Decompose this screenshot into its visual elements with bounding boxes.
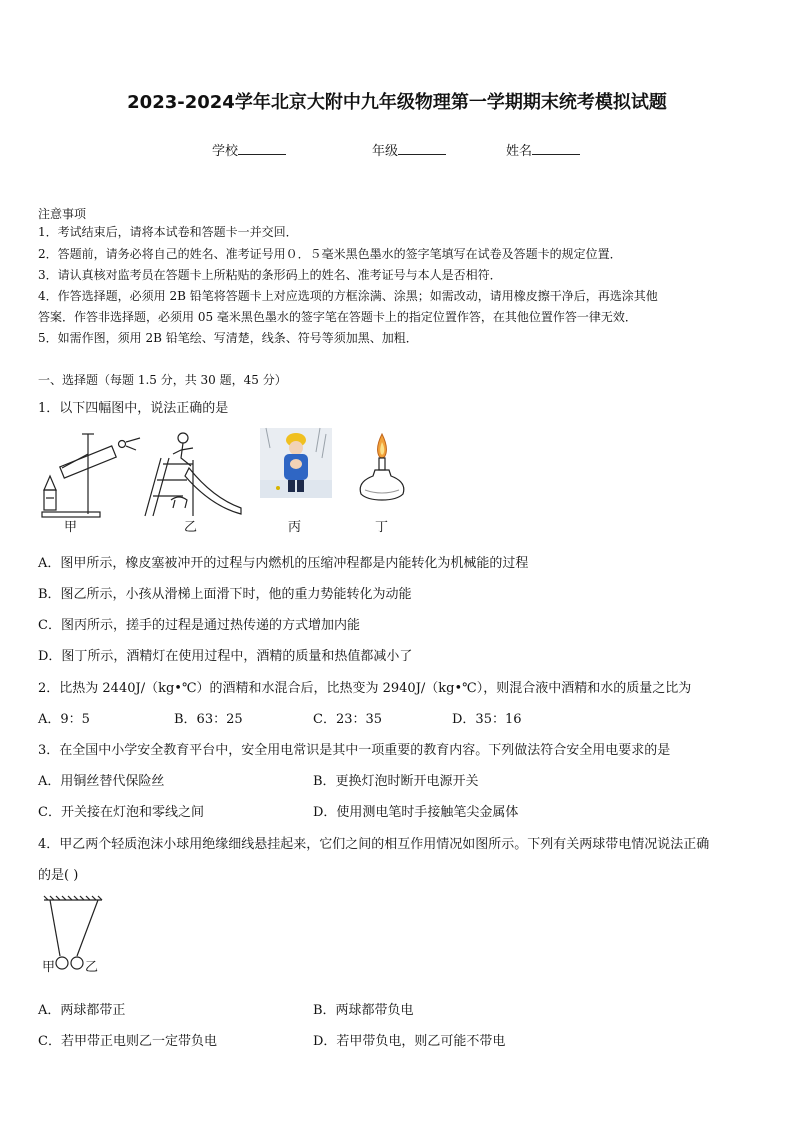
name-field (506, 140, 580, 159)
name-blank (532, 142, 580, 155)
figure-yi-slide-icon (143, 428, 245, 520)
notice-item: 4．作答选择题，必须用 2B 铅笔将答题卡上对应选项的方框涂满、涂黑；如需改动，请用橡皮擦干净后，再选涂其他 (38, 289, 658, 303)
q4-option-a: A．两球都带正 (38, 1003, 126, 1018)
q2-option-d: D．35：16 (452, 712, 522, 727)
q4-stem: 4．甲乙两个轻质泡沫小球用绝缘细线悬挂起来，它们之间的相互作用情况如图所示。下列有关两球带电情况说法正确 (38, 837, 710, 852)
q2-stem: 2．比热为 2440J/（kg•℃）的酒精和水混合后，比热变为 2940J/（kg•℃），则混合液中酒精和水的质量之比为 (38, 681, 692, 696)
school-field (212, 140, 286, 159)
fig-label: 丁 (375, 520, 389, 535)
grade-field (372, 140, 446, 159)
q3-stem: 3．在全国中小学安全教育平台中，安全用电常识是其中一项重要的教育内容。下列做法符合安全用电要求的是 (38, 743, 671, 758)
fig-label: 甲 (42, 960, 56, 975)
school-label: 学校 (212, 144, 239, 159)
grade-blank (398, 142, 446, 155)
q3-option-d: D．使用测电笔时手接触笔尖金属体 (313, 805, 519, 820)
q2-option-b: B．63：25 (174, 712, 243, 727)
fig-label: 乙 (184, 520, 198, 535)
section-heading: 一、选择题（每题 1.5 分，共 30 题，45 分） (38, 373, 287, 387)
q3-option-b: B．更换灯泡时断开电源开关 (313, 774, 479, 789)
q4-option-c: C．若甲带正电则乙一定带负电 (38, 1034, 217, 1049)
notice-item: 1．考试结束后，请将本试卷和答题卡一并交回． (38, 225, 298, 239)
q1-stem: 1．以下四幅图中，说法正确的是 (38, 401, 229, 416)
fig-label: 乙 (85, 960, 99, 975)
q1-option-c: C．图丙所示，搓手的过程是通过热传递的方式增加内能 (38, 618, 360, 633)
school-blank (238, 142, 286, 155)
page-title: 2023-2024学年北京大附中九年级物理第一学期期末统考模拟试题 (127, 92, 667, 113)
q2-option-c: C．23：35 (313, 712, 383, 727)
notice-heading: 注意事项 (38, 207, 87, 221)
q1-option-d: D．图丁所示，酒精灯在使用过程中，酒精的质量和热值都减小了 (38, 649, 413, 664)
q1-option-a: A．图甲所示，橡皮塞被冲开的过程与内燃机的压缩冲程都是内能转化为机械能的过程 (38, 556, 529, 571)
q3-option-a: A．用铜丝替代保险丝 (38, 774, 165, 789)
notice-item: 5．如需作图，须用 2B 铅笔绘、写清楚，线条、符号等须加黑、加粗． (38, 331, 418, 345)
q2-option-a: A．9：5 (38, 712, 90, 727)
q4-stem-continued: 的是( ) (38, 868, 79, 883)
notice-item: 3．请认真核对监考员在答题卡上所粘贴的条形码上的姓名、准考证号与本人是否相符． (38, 268, 502, 282)
q4-option-b: B．两球都带负电 (313, 1003, 414, 1018)
figure-jia-test-tube-icon (40, 428, 145, 520)
notice-item: 2．答题前，请务必将自己的姓名、准考证号用０．５毫米黑色墨水的签字笔填写在试卷及答题卡的规定位置． (38, 247, 622, 261)
fig-label: 甲 (64, 520, 78, 535)
grade-label: 年级 (372, 144, 399, 159)
name-label: 姓名 (506, 144, 533, 159)
figure-bing-rubbing-hands-icon (260, 428, 332, 498)
figure-ding-alcohol-lamp-icon (355, 432, 409, 502)
fig-label: 丙 (288, 520, 302, 535)
notice-item: 答案．作答非选择题，必须用 05 毫米黑色墨水的签字笔在答题卡上的指定位置作答，在其他位置作答一律无效． (38, 310, 637, 324)
q1-option-b: B．图乙所示，小孩从滑梯上面滑下时，他的重力势能转化为动能 (38, 587, 412, 602)
q4-option-d: D．若甲带负电，则乙可能不带电 (313, 1034, 506, 1049)
q3-option-c: C．开关接在灯泡和零线之间 (38, 805, 204, 820)
